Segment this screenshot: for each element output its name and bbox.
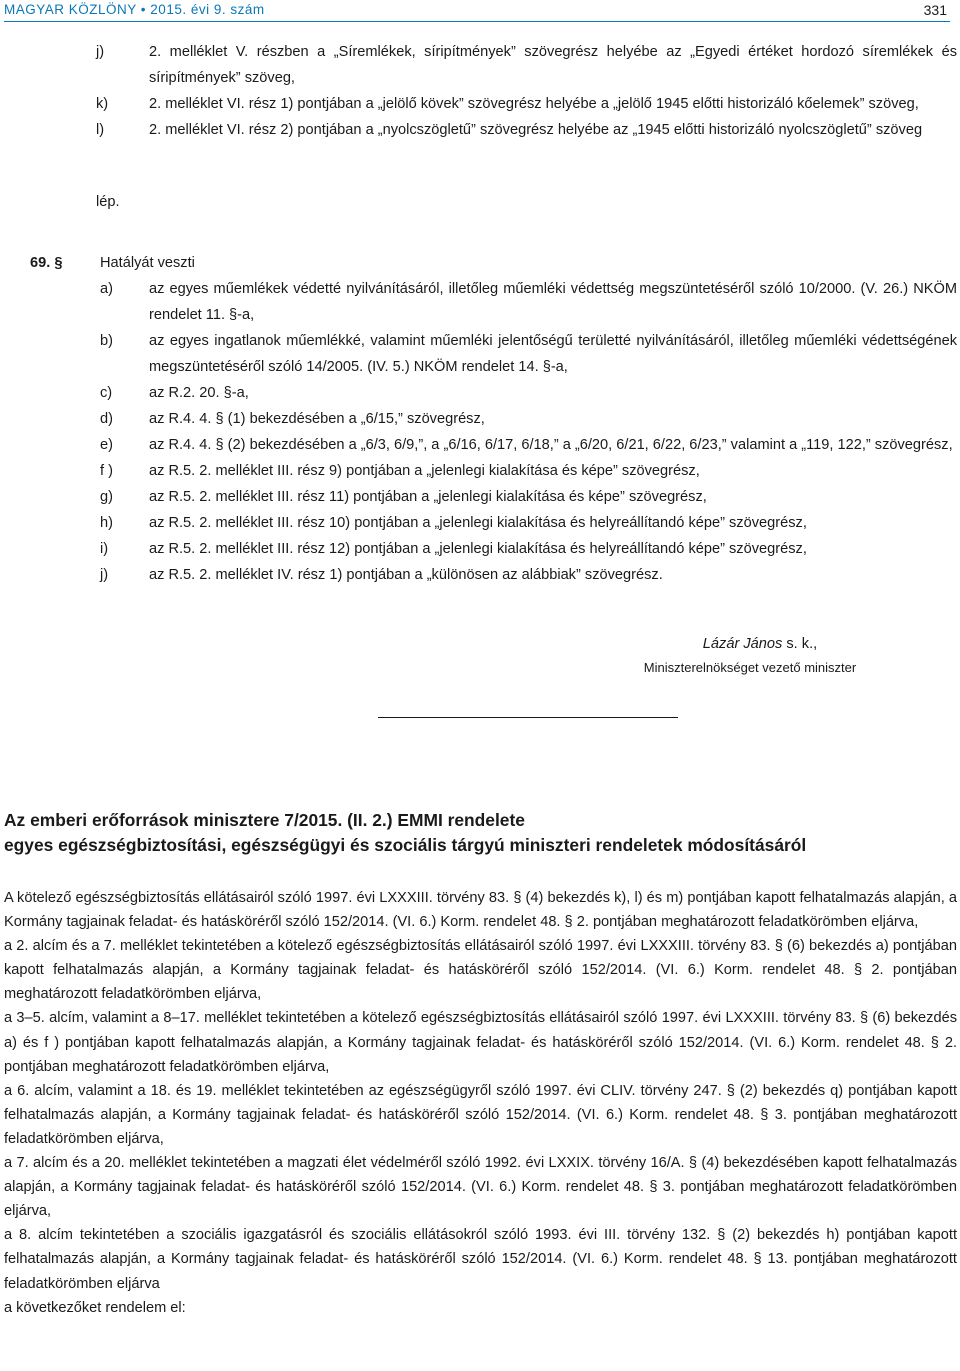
item-text: az R.4. 4. § (1) bekezdésében a „6/15,” szövegrész, bbox=[149, 411, 485, 427]
page-number: 331 bbox=[923, 2, 947, 18]
decree-title: Az emberi erőforrások minisztere 7/2015. (II. 2.) EMMI rendelete bbox=[4, 810, 525, 830]
separator-rule bbox=[378, 717, 678, 718]
signatory-name bbox=[660, 636, 860, 652]
item-marker: l) bbox=[96, 122, 105, 138]
item-text: az R.5. 2. melléklet III. rész 10) pontjában a „jelenlegi kialakítása és helyreállítandó képe” szövegrész, bbox=[149, 515, 807, 531]
item-text: az R.5. 2. melléklet IV. rész 1) pontjában a „különösen az alábbiak” szövegrész. bbox=[149, 567, 663, 583]
list-item bbox=[0, 406, 960, 432]
lep-text: lép. bbox=[96, 194, 120, 210]
header-bullet: • bbox=[140, 2, 147, 17]
repeal-list bbox=[0, 276, 960, 588]
journal-name: MAGYAR KÖZLÖNY bbox=[4, 2, 137, 17]
section-heading: Hatályát veszti bbox=[100, 255, 195, 271]
list-item bbox=[0, 276, 960, 328]
page-header bbox=[0, 0, 960, 22]
list-item bbox=[0, 432, 960, 458]
item-marker: j) bbox=[100, 567, 109, 583]
item-text: az R.4. 4. § (2) bekezdésében a „6/3, 6/9,”, a „6/16, 6/17, 6/18,” a „6/20, 6/21, 6/22, 6/23,” valamint a „119, 122,” szövegrész, bbox=[149, 437, 953, 453]
item-text: 2. melléklet V. részben a „Síremlékek, síripítmények” szövegrész helyébe az „Egyedi értéket hordozó síremlékek és síripítmények” szöveg, bbox=[149, 44, 957, 86]
item-text: az R.5. 2. melléklet III. rész 9) pontjában a „jelenlegi kialakítása és képe” szövegrész, bbox=[149, 463, 700, 479]
item-marker: a) bbox=[100, 281, 113, 297]
item-text: 2. melléklet VI. rész 1) pontjában a „jelölő kövek” szövegrész helyébe a „jelölő 1945 előtti historizáló kőelemek” szöveg, bbox=[149, 96, 919, 112]
item-marker: j) bbox=[96, 44, 105, 60]
item-text: 2. melléklet VI. rész 2) pontjában a „nyolcszögletű” szövegrész helyébe az „1945 előtti historizáló nyolcszögletű” szöveg bbox=[149, 122, 923, 138]
paragraph: A kötelező egészségbiztosítás ellátásairól szóló 1997. évi LXXXIII. törvény 83. § (4) bekezdés k), l) és m) pontjában kapott felhatalmazás alapján, a Kormány tagjainak feladat- és hatásköréről szóló 152/2014. (VI. 6.) Korm. rendelet 48. § 2. pontjában meghatározott feladatkörömben eljárva, bbox=[4, 890, 957, 931]
list-item bbox=[0, 117, 960, 143]
item-marker: b) bbox=[100, 333, 113, 349]
list-item bbox=[0, 39, 960, 91]
signatory-name-text: Lázár János bbox=[702, 636, 783, 652]
paragraph: a 2. alcím és a 7. melléklet tekintetében a kötelező egészségbiztosítás ellátásairól szóló 1997. évi LXXXIII. törvény 83. § (6) bekezdés a) pontjában kapott felhatalmazás alapján, a Kormány tagjainak feladat- és hatásköréről szóló 152/2014. (VI. 6.) Korm. rendelet 48. § 2. pontjában meghatározott feladatkörömben eljárva, bbox=[4, 938, 957, 1003]
item-marker: e) bbox=[100, 437, 113, 453]
list-item bbox=[0, 484, 960, 510]
list-item bbox=[0, 536, 960, 562]
decree-subtitle: egyes egészségbiztosítási, egészségügyi és szociális tárgyú miniszteri rendeletek módosításáról bbox=[4, 835, 807, 855]
paragraph: a következőket rendelem el: bbox=[4, 1299, 186, 1316]
header-rule bbox=[4, 21, 950, 22]
paragraph: a 8. alcím tekintetében a szociális igazgatásról és szociális ellátásokról szóló 1993. évi III. törvény 132. § (2) bekezdés h) pontjában kapott felhatalmazás alapján, a Kormány tagjainak feladat- és hatásköréről szóló 152/2014. (VI. 6.) Korm. rendelet 48. § 13. pontjában meghatározott feladatkörömben eljárva bbox=[4, 1227, 957, 1292]
item-marker: i) bbox=[100, 541, 109, 557]
item-text: az R.2. 20. §-a, bbox=[149, 385, 249, 401]
item-marker: c) bbox=[100, 385, 113, 401]
item-text: az egyes műemlékek védetté nyilvánításáról, illetőleg műemléki védettség megszüntetéséről szóló 10/2000. (V. 26.) NKÖM rendelet 11. §-a, bbox=[149, 281, 957, 323]
signatory-suffix: s. k., bbox=[782, 636, 818, 652]
list-item bbox=[0, 380, 960, 406]
item-marker: f ) bbox=[100, 463, 113, 479]
list-item bbox=[0, 458, 960, 484]
paragraph: a 6. alcím, valamint a 18. és 19. melléklet tekintetében az egészségügyről szóló 1997. évi CLIV. törvény 247. § (2) bekezdés q) pontjában kapott felhatalmazás alapján, a Kormány tagjainak feladat- és hatásköréről szóló 152/2014. (VI. 6.) Korm. rendelet 48. § 3. pontjában meghatározott feladatkörömben eljárva, bbox=[4, 1082, 957, 1147]
item-marker: h) bbox=[100, 515, 113, 531]
journal-title bbox=[4, 2, 265, 17]
decree-preamble bbox=[4, 886, 957, 1320]
item-text: az egyes ingatlanok műemlékké, valamint műemléki jelentőségű területté nyilvánításáról, illetőleg műemléki védettségének megszüntetéséről szóló 14/2005. (IV. 5.) NKÖM rendelet 14. §-a, bbox=[149, 333, 957, 375]
item-text: az R.5. 2. melléklet III. rész 12) pontjában a „jelenlegi kialakítása és helyreállítandó képe” szövegrész, bbox=[149, 541, 807, 557]
paragraph: a 3–5. alcím, valamint a 8–17. melléklet tekintetében a kötelező egészségbiztosítás ellátásairól szóló 1997. évi LXXXIII. törvény 83. § (6) bekezdés a) és f ) pontjában kapott felhatalmazás alapján, a Kormány tagjainak feladat- és hatásköréről szóló 152/2014. (VI. 6.) Korm. rendelet 48. § 2. pontjában meghatározott feladatkörömben eljárva, bbox=[4, 1010, 957, 1075]
item-marker: k) bbox=[96, 96, 109, 112]
list-item bbox=[0, 91, 960, 117]
section-number: 69. § bbox=[30, 255, 63, 271]
amendment-list bbox=[0, 39, 960, 143]
issue-date: 2015. évi 9. szám bbox=[150, 2, 265, 17]
item-text: az R.5. 2. melléklet III. rész 11) pontjában a „jelenlegi kialakítása és képe” szövegrész, bbox=[149, 489, 707, 505]
item-marker: g) bbox=[100, 489, 113, 505]
list-item bbox=[0, 328, 960, 380]
signatory-title: Miniszterelnökséget vezető miniszter bbox=[643, 660, 857, 675]
list-item bbox=[0, 510, 960, 536]
item-marker: d) bbox=[100, 411, 113, 427]
paragraph: a 7. alcím és a 20. melléklet tekintetében a magzati élet védelméről szóló 1992. évi LXXIX. törvény 16/A. § (4) bekezdésében kapott felhatalmazás alapján, a Kormány tagjainak feladat- és hatásköréről szóló 152/2014. (VI. 6.) Korm. rendelet 48. § 3. pontjában meghatározott feladatkörömben eljárva, bbox=[4, 1155, 957, 1220]
list-item bbox=[0, 562, 960, 588]
